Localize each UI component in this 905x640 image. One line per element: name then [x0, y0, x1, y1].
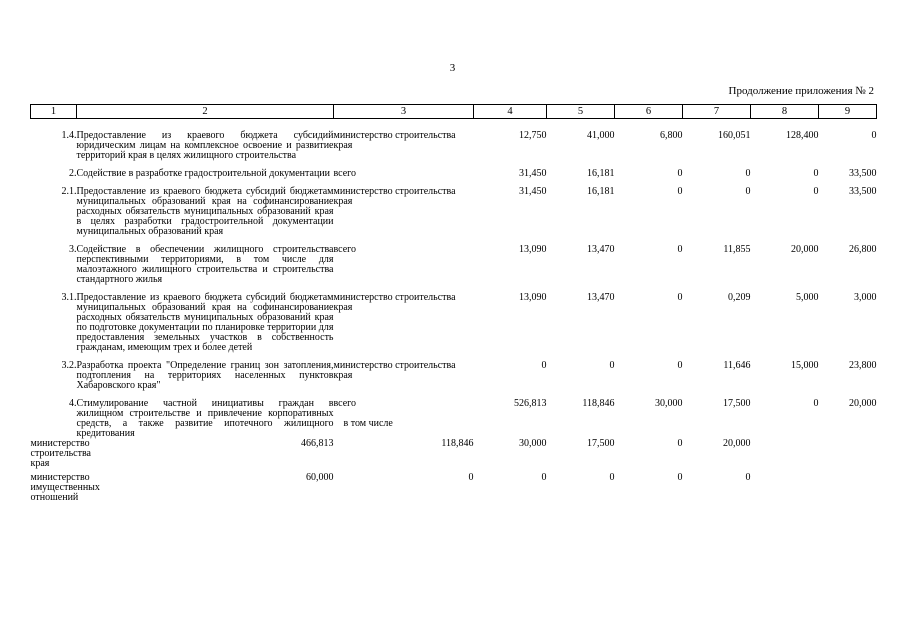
value-cell: 0 — [677, 186, 683, 197]
value-cell: 26,800 — [849, 244, 877, 255]
value-cell: 0 — [609, 360, 615, 371]
value-cell: 33,500 — [849, 186, 877, 197]
column-header: 7 — [683, 105, 751, 119]
value-cell: 466,813 — [301, 438, 334, 449]
activity-description: Содействие в обеспечении жилищного строительства перспективными территориями, в том числе для малоэтажного жилищного строительства и строительства стандартного жилья — [76, 244, 334, 285]
executor-label: всего — [333, 168, 357, 179]
value-cell: 11,646 — [723, 360, 751, 371]
value-cell: 0 — [677, 360, 683, 371]
value-cell — [683, 419, 751, 435]
value-cell — [819, 419, 877, 435]
activity-description: Разработка проекта "Определение границ зон затопления, подтопления на территориях населенных пунктов Хабаровского края" — [76, 360, 334, 391]
value-cell: 17,500 — [587, 438, 615, 449]
value-cell — [615, 419, 683, 435]
column-header: 8 — [751, 105, 819, 119]
table-row — [31, 473, 877, 503]
value-cell: 16,181 — [587, 186, 615, 197]
value-cell: 5,000 — [796, 292, 819, 303]
row-number: 3. — [69, 244, 77, 255]
row-number: 2.1. — [61, 186, 77, 197]
value-cell: 13,470 — [587, 244, 615, 255]
executor-cell — [334, 361, 474, 391]
value-cell: 6,800 — [660, 130, 683, 141]
executor-label: всего — [333, 244, 357, 255]
table-row — [31, 361, 877, 391]
executor-cell — [334, 245, 474, 285]
executor-cell — [334, 419, 474, 435]
value-cell: 0 — [871, 130, 877, 141]
executor-label: министерство строительства края — [30, 438, 91, 469]
value-cell: 13,090 — [519, 244, 547, 255]
row-number: 3.2. — [61, 360, 77, 371]
value-cell: 30,000 — [655, 398, 683, 409]
table-row — [31, 399, 877, 415]
activity-description: Стимулирование частной инициативы граждан в жилищном строительстве и привлечение корпоративных средств, а также развитие ипотечного жилищного кредитования — [76, 398, 334, 439]
value-cell: 20,000 — [849, 398, 877, 409]
column-header: 9 — [819, 105, 877, 119]
executor-label: всего — [333, 398, 357, 409]
executor-label: министерство строительства края — [333, 130, 456, 151]
executor-cell — [334, 399, 474, 415]
executor-cell — [30, 438, 91, 469]
value-cell: 526,813 — [514, 398, 547, 409]
value-cell: 41,000 — [587, 130, 615, 141]
value-cell: 0 — [745, 472, 751, 483]
value-cell: 23,800 — [849, 360, 877, 371]
executor-label: министерство имущественных отношений — [30, 472, 100, 503]
value-cell: 20,000 — [791, 244, 819, 255]
executor-cell — [334, 131, 474, 161]
value-cell: 30,000 — [519, 438, 547, 449]
value-cell: 0 — [609, 472, 615, 483]
value-cell: 0 — [677, 438, 683, 449]
column-header: 2 — [77, 105, 334, 119]
table-row — [31, 293, 877, 353]
value-cell: 0 — [813, 168, 819, 179]
value-cell: 11,855 — [723, 244, 751, 255]
page-number: 3 — [449, 62, 456, 74]
value-cell: 20,000 — [723, 438, 751, 449]
executor-cell — [30, 472, 100, 503]
table-row — [31, 169, 877, 179]
header-row — [31, 105, 877, 119]
table-row — [31, 131, 877, 161]
activity-description: Предоставление из краевого бюджета субсидий юридическим лицам на комплексное освоение и развитие территорий края в целях жилищного строительства — [76, 130, 334, 161]
row-number: 3.1. — [61, 292, 77, 303]
value-cell: 0,209 — [728, 292, 751, 303]
activity-description: Предоставление из краевого бюджета субсидий бюджетам муниципальных образований края на софинансирование расходных обязательств муниципальных образований края в целях разработки градостроительной документации муниципальных образований края — [76, 186, 334, 237]
value-cell: 16,181 — [587, 168, 615, 179]
value-cell: 160,051 — [718, 130, 751, 141]
row-number: 1.4. — [61, 130, 77, 141]
value-cell: 0 — [677, 472, 683, 483]
executor-label: министерство строительства края — [333, 360, 456, 381]
executor-label: в том числе — [343, 418, 393, 429]
row-number: 2. — [69, 168, 77, 179]
value-cell: 31,450 — [519, 168, 547, 179]
value-cell: 33,500 — [849, 168, 877, 179]
value-cell — [751, 419, 819, 435]
value-cell: 128,400 — [786, 130, 819, 141]
table-body — [31, 119, 877, 504]
value-cell: 0 — [677, 168, 683, 179]
row-number: 4. — [69, 398, 77, 409]
executor-cell — [334, 169, 474, 179]
value-cell — [547, 419, 615, 435]
column-header: 1 — [31, 105, 77, 119]
value-cell: 0 — [813, 186, 819, 197]
value-cell: 0 — [541, 360, 547, 371]
value-cell: 0 — [745, 186, 751, 197]
value-cell: 0 — [745, 168, 751, 179]
executor-label: министерство строительства края — [333, 186, 456, 207]
value-cell: 0 — [541, 472, 547, 483]
value-cell: 3,000 — [854, 292, 877, 303]
value-cell: 118,846 — [441, 438, 474, 449]
table-row — [31, 245, 877, 285]
column-header: 3 — [334, 105, 474, 119]
value-cell: 13,470 — [587, 292, 615, 303]
executor-label: министерство строительства края — [333, 292, 456, 313]
value-cell: 13,090 — [519, 292, 547, 303]
table-row — [31, 439, 877, 469]
value-cell: 17,500 — [723, 398, 751, 409]
column-header: 6 — [615, 105, 683, 119]
value-cell: 12,750 — [519, 130, 547, 141]
activity-description: Предоставление из краевого бюджета субсидий бюджетам муниципальных образований края на софинансирование расходных обязательств муниципальных образований края по подготовке документации по планировке территории для предоставления земельных участков в собственность гражданам, имеющим трех и более детей — [76, 292, 334, 353]
activity-description: Содействие в разработке градостроительной документации — [76, 168, 331, 179]
value-cell: 0 — [813, 398, 819, 409]
value-cell: 0 — [677, 244, 683, 255]
value-cell: 31,450 — [519, 186, 547, 197]
column-header: 5 — [547, 105, 615, 119]
value-cell: 118,846 — [582, 398, 615, 409]
value-cell: 15,000 — [791, 360, 819, 371]
column-header: 4 — [474, 105, 547, 119]
budget-table — [30, 104, 877, 503]
value-cell — [474, 419, 547, 435]
table-row — [31, 187, 877, 237]
value-cell: 60,000 — [306, 472, 334, 483]
executor-cell — [334, 187, 474, 237]
executor-cell — [334, 293, 474, 353]
continuation-note: Продолжение приложения № 2 — [728, 85, 874, 97]
value-cell: 0 — [468, 472, 474, 483]
value-cell: 0 — [677, 292, 683, 303]
